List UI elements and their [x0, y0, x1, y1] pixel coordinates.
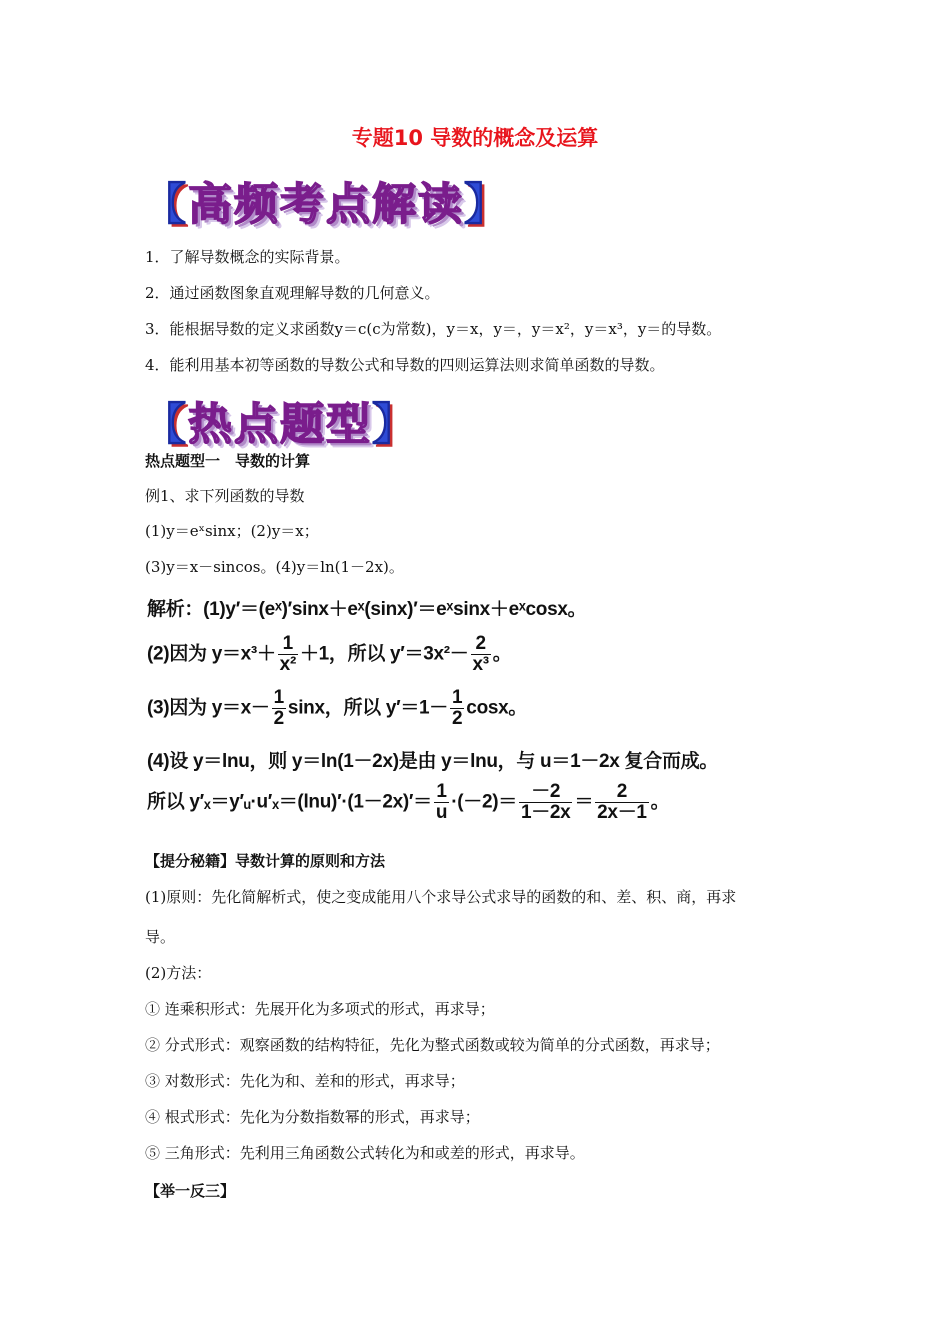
tip-line: ⑤ 三角形式：先利用三角函数公式转化为和或差的形式，再求导。	[145, 1144, 585, 1162]
banner-high-frequency	[142, 168, 510, 232]
objective-1: 1．了解导数概念的实际背景。	[145, 248, 350, 266]
tips-heading: 【提分秘籍】导数计算的原则和方法	[145, 852, 386, 870]
fraction: $\frac{2}{\text{x³}}$	[472, 633, 489, 675]
tip-line: ① 连乘积形式：先展开化为多项式的形式，再求导；	[145, 1000, 495, 1018]
banner-bracket-right: 】	[464, 179, 510, 230]
banner-bracket-left: 【	[142, 179, 188, 230]
solution-step-5: 所以 y′ₓ＝y′ᵤ·u′ₓ＝(lnu)′·(1－2x)′＝ $\frac{1}{u}$ ·(－2)＝ $\frac{-2}{1-2x}$ ＝ $\frac{2}{2x-1}$ 。	[147, 781, 670, 823]
fraction: $\frac{1}{2}$	[452, 687, 463, 729]
objective-4: 4．能利用基本初等函数的导数公式和导数的四则运算法则求简单函数的导数。	[145, 356, 665, 374]
example-question-1: (1)y＝eˣsinx；(2)y＝x；	[145, 522, 319, 540]
fraction: $\frac{1}{2}$	[273, 687, 284, 729]
objective-3: 3．能根据导数的定义求函数y＝c(c为常数)，y＝x，y＝，y＝x²，y＝x³，y＝的导数。	[145, 320, 722, 338]
practice-heading: 【举一反三】	[145, 1182, 236, 1200]
tip-line: ④ 根式形式：先化为分数指数幂的形式，再求导；	[145, 1108, 480, 1126]
banner-bracket-left: 【	[142, 399, 188, 450]
tip-line: (1)原则：先化简解析式，使之变成能用八个求导公式求导的函数的和、差、积、商，再求	[145, 888, 737, 906]
tip-line: ③ 对数形式：先化为和、差和的形式，再求导；	[145, 1072, 465, 1090]
solution-step-4: (4)设 y＝lnu，则 y＝ln(1－2x)是由 y＝lnu，与 u＝1－2x 复合而成。	[147, 751, 719, 772]
tip-line: (2)方法：	[145, 964, 212, 982]
fraction: $\frac{1}{u}$	[435, 781, 448, 823]
example-question-2: (3)y＝x－sincos。(4)y＝ln(1－2x)。	[145, 558, 404, 576]
banner-hot-topics	[142, 388, 418, 452]
solution-step-2: (2)因为 y＝x³＋ $\frac{1}{\text{x²}}$ ＋1，所以 y′＝3x²－ $\frac{2}{\text{x³}}$ 。	[147, 633, 512, 675]
objective-2: 2．通过函数图象直观理解导数的几何意义。	[145, 284, 440, 302]
solution-step-1: 解析：(1)y′＝(eˣ)′sinx＋eˣ(sinx)′＝eˣsinx＋eˣcosx。	[147, 599, 587, 620]
solution-step-3: (3)因为 y＝x－ $\frac{1}{2}$ sinx，所以 y′＝1－ $\frac{1}{2}$ cosx。	[147, 687, 528, 729]
banner-bracket-right: 】	[372, 399, 418, 450]
example-intro: 例1、求下列函数的导数	[145, 487, 305, 505]
tip-line: ② 分式形式：观察函数的结构特征，先化为整式函数或较为简单的分式函数，再求导；	[145, 1036, 720, 1054]
fraction: $\frac{1}{\text{x²}}$	[279, 633, 296, 675]
banner-text: 热点题型	[188, 399, 372, 450]
fraction: $\frac{-2}{1-2x}$	[520, 781, 571, 823]
hot-type-heading: 热点题型一 导数的计算	[145, 452, 311, 470]
page-title: 专题10 导数的概念及运算	[351, 126, 599, 150]
fraction: $\frac{2}{2x-1}$	[597, 781, 647, 823]
banner-text: 高频考点解读	[188, 179, 464, 230]
tip-line: 导。	[145, 928, 176, 946]
